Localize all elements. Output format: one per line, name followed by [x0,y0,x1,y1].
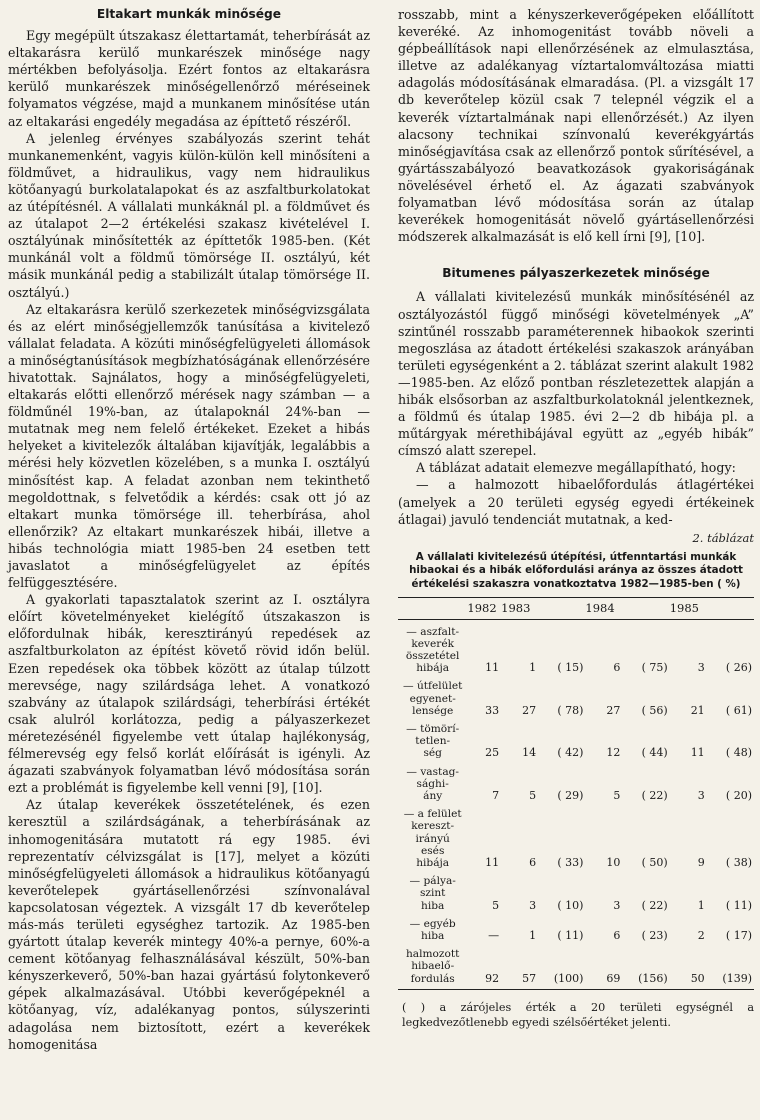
cell-extreme-1984: ( 56) [641,703,668,717]
paragraph: Az eltakarásra kerülő szerkezetek minőségvizsgálata és az elért minőségjellemzők tanúsítása a kivitelező vállalat feladata. A közúti minőségfelügyeleti állomások a minőségtanúsítások megbízhatóságának ellenőrzésére hivatottak. Sajnálatos, hogy a minőségfelügyeleti, eltakarás előtti ellenőrző mérések nagy számban — a földműnél 19%-ban, az útalapoknál 24%-ban — mutatnak meg nem felelő értékeket. Ezeket a hibás helyeket a kivitelezők általában kijavítják, legalábbis a mérési hely közvetlen közelében, s a munka I. osztályú minősítést kap. A feladat azonban nem tekinthető megoldottnak, s felvetődik a kérdés: csak ott jó az eltakart munka tömörsége ill. teherbírása, ahol ellenőrzik? Az eltakart munkarészek hibái, illetve a hibás technológia miatt 1985-ben 24 esetben tett javaslatot a minőségfelügyelet az építés felfüggesztésére. [8,301,370,591]
cell-extreme-1985: ( 17) [725,928,752,942]
table-number: 2. táblázat [692,530,754,545]
cell-extreme-1983: ( 78) [557,703,584,717]
cell-value-1985: 9 [697,855,705,869]
paragraph: A vállalati kivitelezésű munkák minősítésénél az osztályozástól függő minőségi követelmények „A” szintűnél rosszabb paraméterennek hibaokok szerinti megoszlása az átadott értékelési szakaszok arányában területi egységenként a 2. táblázat szerint alakult 1982—1985-ben. Az előző pontban részletezettek alapján a hibák elsősorban az aszfaltburkolatoknál jelentkeznek, a földmű és útalap 1985. évi 2—2 db hibája pl. a műtárgyak mérethibájával együtt az „egyéb hibák” címszó alatt szerepel. [398,289,754,459]
cell-value-1985: 50 [670,942,707,989]
cell-value-1983: 5 [529,788,537,802]
cell-extreme-1984: ( 23) [641,928,668,942]
table-row [398,869,754,912]
right-column [398,6,754,1030]
cell-value-1982: 5 [492,898,500,912]
table-body [398,619,754,989]
cell-value-1983: 57 [501,942,538,989]
cell-value-1985: 1 [697,898,705,912]
cell-row-label: — pálya- szint hiba [409,875,456,912]
cell-row-label: — a felület kereszt- irányú esés hibája [403,808,462,869]
table-row [398,802,754,869]
cell-value-1982: 33 [485,703,500,717]
cell-value-1985: 3 [697,788,705,802]
table-row [398,717,754,760]
table-row [398,942,754,989]
cell-value-1983: 14 [522,746,537,760]
cell-value-1982: — [488,928,500,942]
left-column [8,6,370,1053]
cell-value-1984: 5 [613,788,621,802]
cell-value-1983: 6 [529,855,537,869]
cell-value-1984: 10 [606,855,621,869]
cell-extreme-1984: ( 22) [641,788,668,802]
cell-extreme-1985: ( 26) [725,661,752,675]
table-header-1985: 1985 [670,598,754,619]
paragraph-continued: rosszabb, mint a kényszerkeverőgépeken előállított keveréké. Az inhomogenitást tovább növeli a gépbeállítások napi ellenőrzésének az elmulasztása, illetve az adalékanyag víztartalomváltozása miatti adagolás módosításának elmaradása. (Pl. a vizsgált 17 db keverőtelep közül csak 7 telepnél végzik el a keverék víztartalmának napi ellenőrzését.) Az ilyen alacsony technikai színvonalú keverékgyártás minőségjavítása csak az ellenőrző pontok sűrítésével, a gyártásszabályozó beavatkozások gyakoriságának növelésével érhető el. Az ágazati szabványok folyamatban lévő módosítása során az útalap keverékek homogenitását növelő gyártásellenőrzési módszerek alkalmazását is elő kell írni [9], [10]. [398,7,754,245]
cell-extreme-1985: ( 20) [725,788,752,802]
cell-value-1984: 69 [585,942,622,989]
table-header-row [398,598,754,619]
table-header-1983: 1983 [501,598,585,619]
cell-value-1983: 1 [529,928,537,942]
cell-value-1985: 21 [690,703,705,717]
cell-extreme-1983: ( 42) [557,746,584,760]
cell-extreme-1985: ( 61) [725,703,752,717]
cell-extreme-1985: ( 38) [725,855,752,869]
table-header-blank [398,598,467,619]
cell-value-1982: 11 [485,661,500,675]
cell-value-1982: 7 [492,788,500,802]
table-title: A vállalati kivitelezésű útépítési, útfenntartási munkák hibaokai és a hibák előfordulási aránya az összes átadott értékelési szakaszra vonatkoztatva 1982—1985-ben ( %) [409,550,743,590]
paragraph: Egy megépült útszakasz élettartamát, teherbírását az eltakarásra kerülő munkarészek minősége nagy mértékben befolyásolja. Ezért fontos az eltakarásra kerülő munkarészek minőségellenőrző méréseinek folyamatos végzése, majd a munkanem minősítése után az eltakarási engedély megadása az építtető részéről. [8,28,370,129]
section-heading-eltakart: Eltakart munkák minősége [96,7,282,21]
cell-row-label: — útfelület egyenet- lensége [403,680,463,717]
cell-value-1983: 1 [529,661,537,675]
cell-value-1984: 6 [613,661,621,675]
cell-extreme-1985: ( 11) [725,898,752,912]
cell-value-1985: 2 [697,928,705,942]
paragraph: A gyakorlati tapasztalatok szerint az I. osztályra előírt követelményeket kielégítő útszakaszon is előfordulnak hibák, keresztirányú repedések az aszfaltburkolaton az építést követő rövid időn belül. Ezen repedések oka többek között az útalap túlzott merevsége, nagy szilárdsága lehet. A vonatkozó szabvány az útalapok szilárdsági, teherbírási értékét csak alulról korlátozza, pedig a pályaszerkezet méretezésénél figyelembe vett útalap hajlékonyság, félmerevség egy felső korlát előírását is igényli. Az ágazati szabványok folyamatban lévő módosítása során ezt a problémát is figyelembe kell venni [9], [10]. [8,592,370,796]
cell-value-1982: 11 [485,855,500,869]
paragraph: A jelenleg érvényes szabályozás szerint tehát munkanemenként, vagyis külön-külön kell minősíteni a földművet, a hidraulikus, vagy nem hidraulikus kötőanyagú burkolatalapokat és az aszfaltburkolatokat az útépítésnél. A vállalati munkáknál pl. a földművet és az útalapot 2—2 értékelési szakasz kivételével I. osztályúnak minősítették az építtetők 1985-ben. (Két munkánál volt a földmű tömörsége II. osztályú, két másik munkánál pedig a stabilizált útalap tömörsége II. osztályú.) [8,130,370,300]
table-row [398,619,754,674]
cell-extreme-1984: ( 75) [641,661,668,675]
cell-extreme-1984: ( 50) [641,855,668,869]
cell-value-1983: 27 [522,703,537,717]
table-row [398,674,754,717]
cell-extreme-1984: ( 44) [641,746,668,760]
cell-row-label: — aszfalt- keverék összetétel hibája [405,625,460,675]
paragraph: A táblázat adatait elemezve megállapítható, hogy: [416,460,736,476]
table-header-1984: 1984 [585,598,669,619]
cell-value-1984: 3 [613,898,621,912]
cell-row-label: — vastag- sághi- ány [406,765,459,802]
table-note: ( ) a zárójeles érték a 20 területi egységnél a legkedvezőtlenebb egyedi szélsőértéket jelenti. [402,1000,754,1029]
cell-extreme-1983: ( 10) [557,898,584,912]
cell-extreme-1983: ( 11) [557,928,584,942]
cell-value-1983: 3 [529,898,537,912]
cell-extreme-1983: ( 15) [557,661,584,675]
cell-value-1984: 12 [606,746,621,760]
cell-row-label: — tömörí- tetlen- ség [406,722,460,760]
cell-value-1984: 6 [613,928,621,942]
cell-value-1984: 27 [606,703,621,717]
cell-value-1985: 3 [697,661,705,675]
cell-extreme-1985: (139) [707,942,754,989]
cell-value-1982: 25 [485,746,500,760]
cell-row-label: halmozott hibaelő- fordulás [398,942,467,989]
cell-extreme-1985: ( 48) [725,746,752,760]
defect-table [398,597,754,989]
cell-value-1982: 92 [467,942,501,989]
cell-row-label: — egyéb hiba [409,917,456,942]
paragraph: — a halmozott hibaelőfordulás átlagértékei (amelyek a 20 területi egység egyedi értékeinek átlagai) javuló tendenciát mutatnak, a ked- [398,477,754,527]
cell-extreme-1984: (156) [622,942,669,989]
table-row [398,912,754,942]
cell-extreme-1983: ( 29) [557,788,584,802]
cell-value-1985: 11 [690,746,705,760]
paragraph: Az útalap keverékek összetételének, és ezen keresztül a szilárdságának, a teherbírásának az inhomogenitására mutatott rá egy 1985. évi reprezentatív célvizsgálat is [17], melyet a közúti minőségfelügyeleti állomások a hidraulikus kötőanyagú keverőtelepek gyártásellenőrzési színvonalával kapcsolatosan végeztek. A vizsgált 17 db keverőtelep más-más területi egységhez tartozik. Az 1985-ben gyártott útalap keverék mintegy 40%-a pernye, 60%-a cement kötőanyag felhasználásával készült, 50%-ban kényszerkeverő, 50%-ban hazai gyártású folytonkeverő gépek alkalmazásával. Utóbbi keverőgépeknél a kötőanyag, víz, adalékanyag pontos, súlyszerinti adagolása nem biztosított, ezért a keverékek homogenitása [8,797,370,1052]
table-header-1982: 1982 [467,598,501,619]
cell-extreme-1984: ( 22) [641,898,668,912]
section-heading-bitumenes: Bitumenes pályaszerkezetek minősége [442,266,710,281]
cell-extreme-1983: ( 33) [557,855,584,869]
cell-extreme-1983: (100) [538,942,585,989]
table-row [398,760,754,803]
